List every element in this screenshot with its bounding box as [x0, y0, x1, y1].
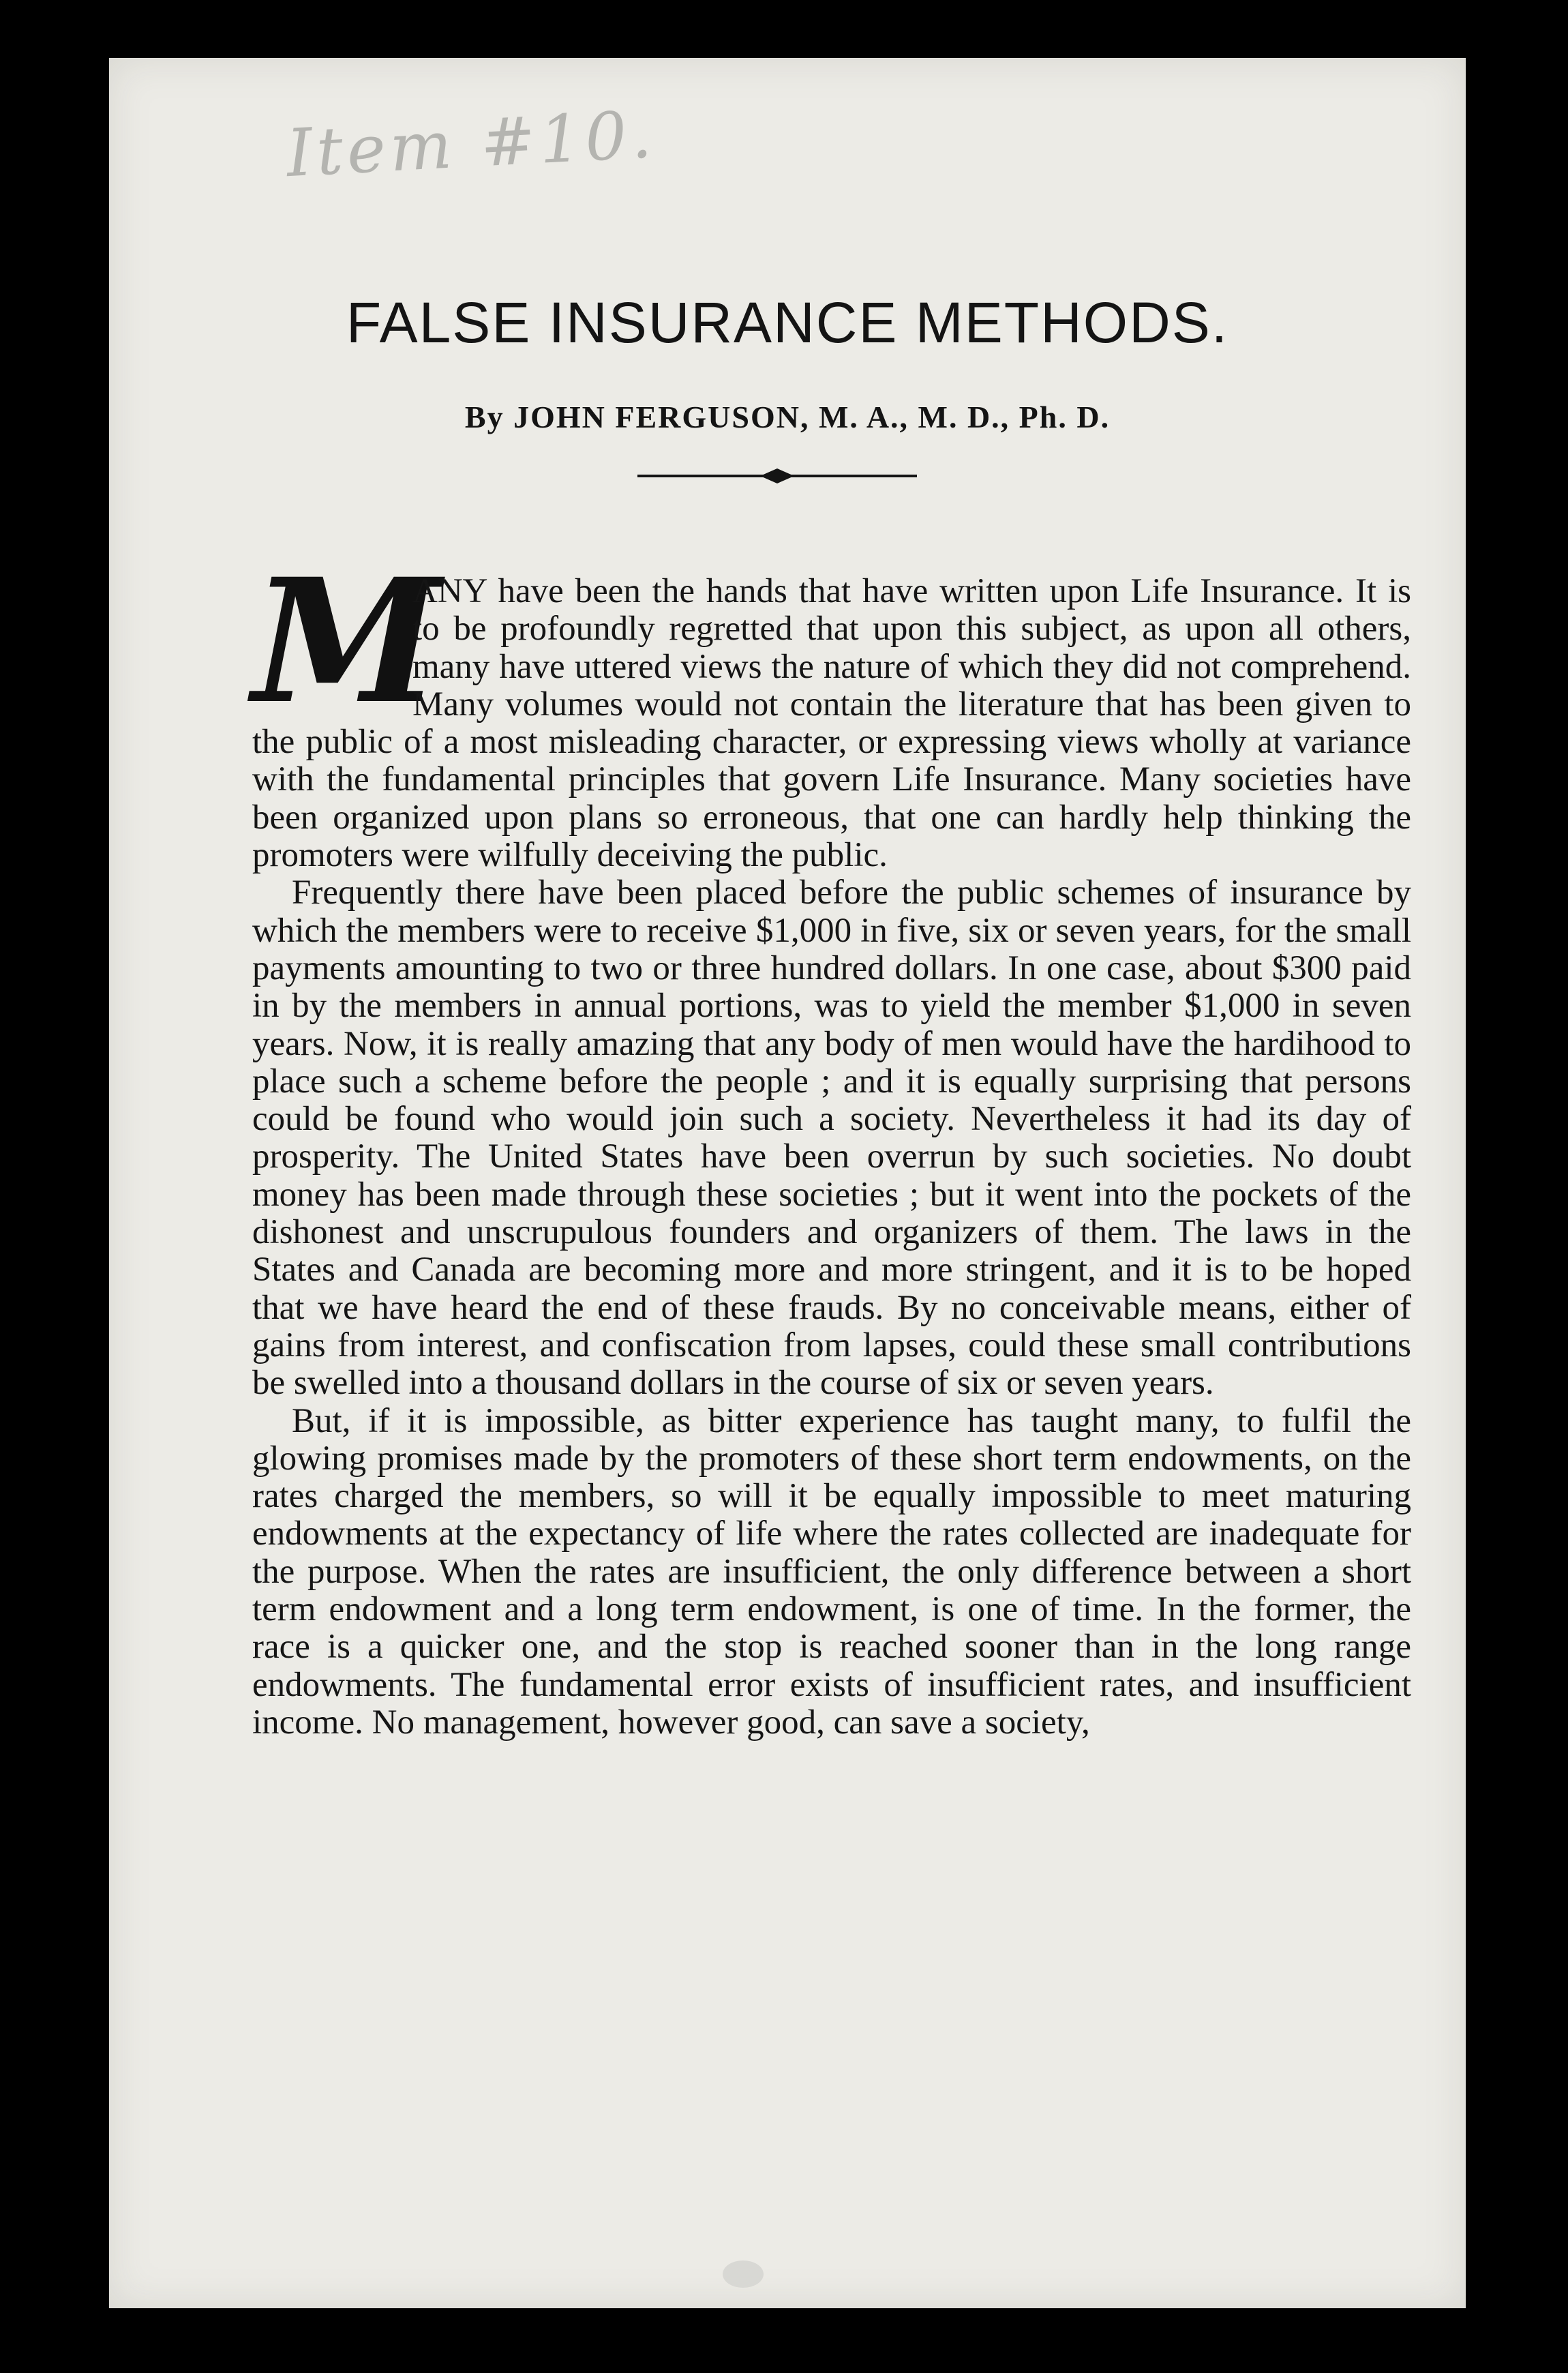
document-title: FALSE INSURANCE METHODS.	[346, 290, 1229, 355]
document-page	[109, 58, 1466, 2308]
paper-blemish	[723, 2260, 764, 2288]
paragraph-3: But, if it is impossible, as bitter experience has taught many, to fulfil the glowing promises made by the promoters of these short term endowments, on the rates charged the members, so will it be equally impossible to meet maturing endowments at the expectancy of life where the rates collected are inadequate for the purpose. When the rates are insufficient, the only difference between a short term endowment and a long term endowment, is one of time. In the former, the race is a quicker one, and the stop is reached sooner than in the long range endowments. The fundamental error exists of insufficient rates, and insufficient income. No management, however good, can save a society,	[252, 1401, 1411, 1742]
paragraph-2: Frequently there have been placed before the public schemes of insurance by which the members were to receive $1,000 in five, six or seven years, for the small payments amounting to two or three hundred dollars. In one case, about $300 paid in by the members in annual portions, was to yield the member $1,000 in seven years. Now, it is really amazing that any body of men would have the hardihood to place such a scheme before the people ; and it is equally surprising that persons could be found who would join such a society. Nevertheless it had its day of prosperity. The United States have been overrun by such societies. No doubt money has been made through these societies ; but it went into the pockets of the dishonest and unscrupulous founders and organizers of them. The laws in the States and Canada are becoming more and more stringent, and it is to be hoped that we have heard the end of these frauds. By no conceivable means, either of gains from interest, and confiscation from lapses, could these small contributions be swelled into a thousand dollars in the course of six or seven years.	[252, 874, 1411, 1403]
title-divider-ornament	[637, 466, 917, 486]
handwritten-item-note: Item #10.	[284, 95, 658, 192]
paragraph-1-text: ANY have been the hands that have written upon Life Insurance. It is to be profoundly regretted that upon this subject, as upon all others, many have uttered views the nature of which they did not comprehend. Many volumes would not contain the literature that has been given to the public of a most misleading character, or expressing views wholly at variance with the fundamental principles that govern Life Insurance. Many societies have been organized upon plans so erroneous, that one can hardly help thinking the promoters were wilfully deceiving the public.	[252, 572, 1411, 875]
drop-cap-letter: M	[252, 541, 441, 741]
paragraph-1	[252, 541, 1411, 875]
author-byline: By JOHN FERGUSON, M. A., M. D., Ph. D.	[464, 400, 1111, 434]
article-body	[252, 541, 1411, 1742]
